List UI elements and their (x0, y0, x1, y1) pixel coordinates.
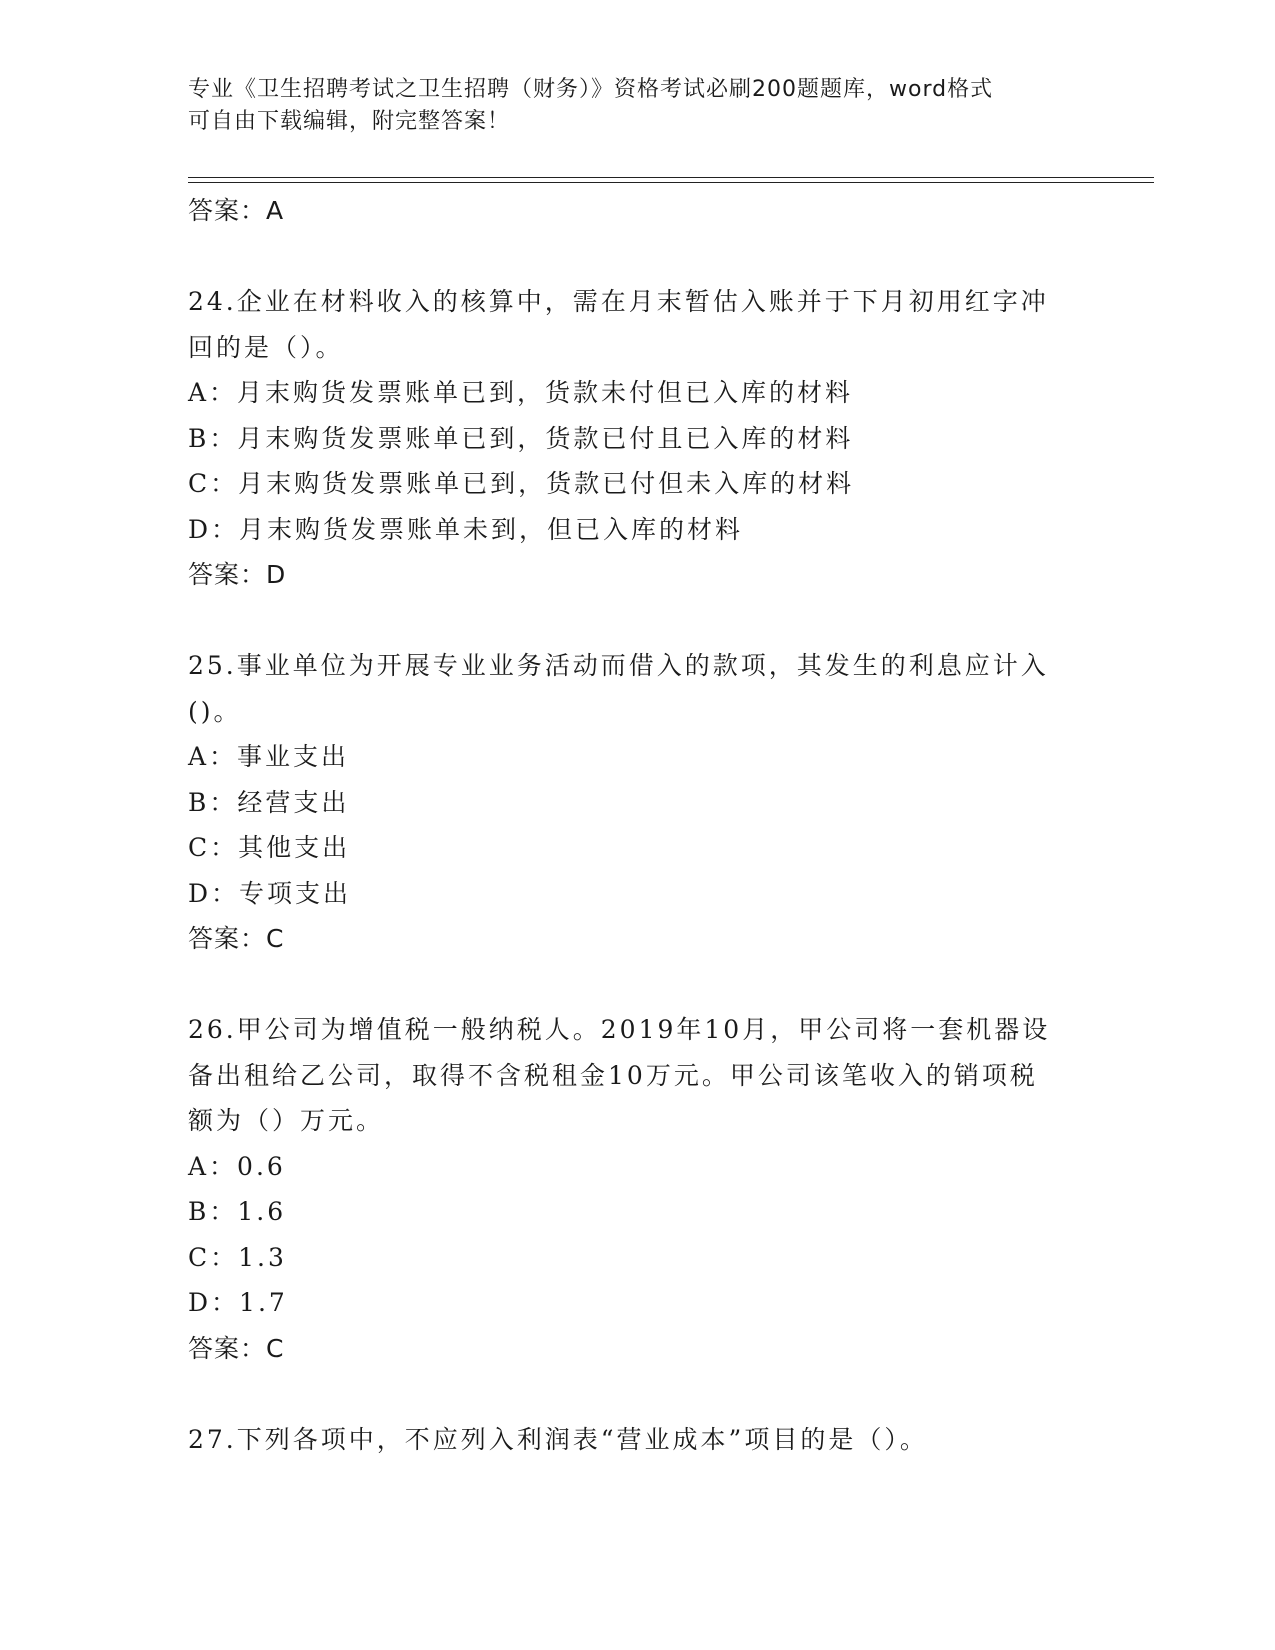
option-c: C：月末购货发票账单已到，货款已付但未入库的材料 (188, 469, 855, 498)
option-b: B：经营支出 (188, 787, 350, 817)
question-24 (188, 279, 1088, 598)
option-c: C：其他支出 (188, 833, 351, 862)
question-list (188, 188, 1088, 1462)
question-stem: 26.甲公司为增值税一般纳税人。2019年10月，甲公司将一套机器设 (188, 1015, 1051, 1044)
question-stem: 备出租给乙公司，取得不含税租金10万元。甲公司该笔收入的销项税 (188, 1060, 1038, 1090)
previous-answer: 答案：A (188, 196, 285, 225)
option-a: A：月末购货发票账单已到，货款未付但已入库的材料 (188, 378, 854, 407)
question-stem: 回的是（）。 (188, 332, 344, 362)
option-b: B：月末购货发票账单已到，货款已付且已入库的材料 (188, 423, 854, 453)
option-d: D：月末购货发票账单未到，但已入库的材料 (188, 514, 744, 544)
option-b: B：1.6 (188, 1197, 287, 1226)
question-25 (188, 643, 1088, 962)
spacer (188, 598, 1088, 644)
spacer (188, 1371, 1088, 1417)
option-c: C：1.3 (188, 1242, 287, 1272)
page-header (188, 74, 1068, 138)
option-d: D：专项支出 (188, 878, 352, 908)
option-a: A：事业支出 (188, 742, 350, 771)
question-stem: ()。 (188, 696, 242, 726)
spacer (188, 962, 1088, 1008)
header-divider-top (188, 177, 1154, 178)
header-title-line-1: 专业《卫生招聘考试之卫生招聘（财务）》资格考试必刷200题题库，word格式 (188, 77, 994, 102)
question-stem: 25.事业单位为开展专业业务活动而借入的款项，其发生的利息应计入 (188, 651, 1049, 680)
header-divider-bottom (188, 182, 1154, 183)
option-d: D：1.7 (188, 1288, 288, 1317)
header-title-line-2: 可自由下载编辑，附完整答案！ (188, 109, 511, 134)
question-stem: 额为（）万元。 (188, 1106, 385, 1135)
answer-line: 答案：C (188, 924, 285, 953)
question-stem: 24.企业在材料收入的核算中，需在月末暂估入账并于下月初用红字冲 (188, 287, 1049, 316)
question-stem: 27.下列各项中，不应列入利润表“营业成本”项目的是（）。 (188, 1424, 928, 1454)
option-a: A：0.6 (188, 1151, 286, 1181)
answer-line: 答案：C (188, 1333, 285, 1363)
question-26 (188, 1007, 1088, 1371)
answer-line: 答案：D (188, 560, 287, 589)
spacer (188, 234, 1088, 280)
question-27 (188, 1417, 1088, 1463)
